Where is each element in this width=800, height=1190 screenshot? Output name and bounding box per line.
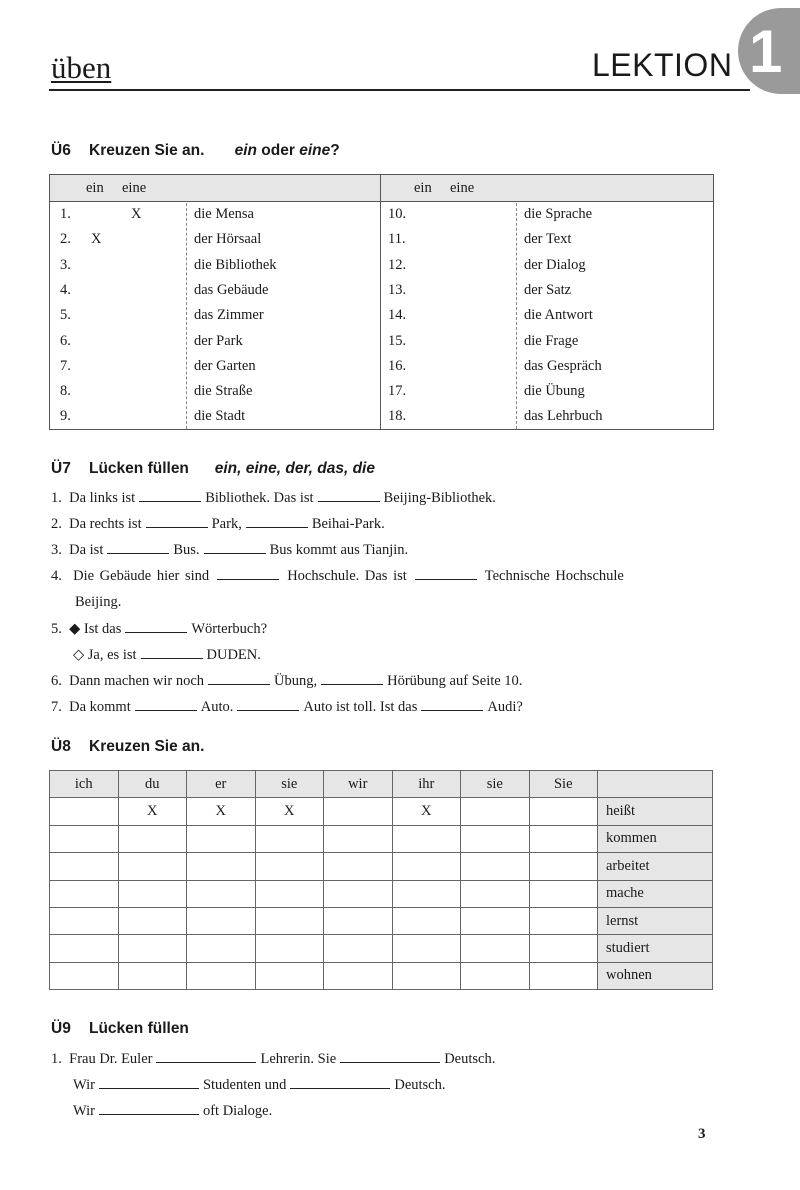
u6-row-number: 5.	[60, 307, 71, 324]
u9-line-2	[73, 1074, 445, 1096]
u8-check-cell[interactable]	[50, 935, 119, 962]
u8-check-cell[interactable]	[324, 825, 393, 852]
u6-row	[50, 329, 380, 354]
u7-line-4-continued: Beijing.	[75, 594, 122, 610]
u9-text: Wir	[73, 1103, 95, 1119]
u7-line-7	[51, 696, 523, 718]
u6-table-header	[50, 175, 713, 202]
u6-table	[49, 174, 714, 430]
u8-row	[50, 853, 713, 880]
u7-blank[interactable]	[318, 488, 380, 502]
u7-text: DUDEN.	[206, 647, 261, 663]
u7-text: Auto ist toll. Ist das	[303, 699, 418, 715]
u7-line-6	[51, 670, 522, 692]
u8-check-cell[interactable]	[461, 853, 530, 880]
u8-check-cell[interactable]	[324, 962, 393, 989]
u7-text: Bibliothek. Das ist	[205, 490, 314, 506]
u6-noun: der Park	[194, 332, 243, 349]
u6-row	[50, 202, 380, 227]
u7-text: Bus.	[173, 542, 200, 558]
u8-check-cell[interactable]	[461, 935, 530, 962]
u8-row	[50, 935, 713, 962]
u6-row-number: 2.	[60, 231, 71, 248]
u6-row	[50, 303, 380, 328]
u9-title: Lücken füllen	[89, 1020, 189, 1037]
u7-line-number: 7.	[51, 699, 62, 715]
u8-check-cell[interactable]	[392, 907, 461, 934]
u6-row	[50, 253, 380, 278]
u8-check-cell[interactable]	[324, 907, 393, 934]
u8-check-cell[interactable]	[255, 880, 324, 907]
u9-blank[interactable]	[290, 1075, 390, 1089]
u8-check-cell[interactable]	[118, 880, 187, 907]
u6-row	[50, 278, 380, 303]
u8-check-cell[interactable]	[118, 853, 187, 880]
u6-noun: der Hörsaal	[194, 231, 262, 248]
u6-heading	[51, 142, 340, 160]
lesson-label: LEKTION	[592, 47, 733, 83]
u6-noun: die Bibliothek	[194, 256, 277, 273]
u6-row-number: 1.	[60, 206, 71, 222]
u8-table	[49, 770, 713, 990]
u7-line-3	[51, 539, 408, 561]
u7-text: Auto.	[200, 699, 234, 715]
u7-blank[interactable]	[246, 514, 308, 528]
u7-text: Bus kommt aus Tianjin.	[269, 542, 409, 558]
u6-hint-mid: oder	[257, 142, 300, 159]
u6-row-number: 12.	[388, 256, 407, 273]
u8-check-cell[interactable]: X	[255, 798, 324, 825]
u7-text: Hörübung auf Seite 10.	[387, 673, 523, 689]
u9-blank[interactable]	[340, 1049, 440, 1063]
speaker-b-diamond-outline-icon: ◇	[73, 647, 85, 663]
u6-row	[381, 379, 714, 404]
u8-check-cell[interactable]	[255, 907, 324, 934]
u6-row-number: 6.	[60, 332, 71, 349]
u9-line-number: 1.	[51, 1051, 62, 1067]
u8-row	[50, 907, 713, 934]
u8-pronoun-header: ihr	[392, 771, 461, 798]
u8-check-cell[interactable]	[118, 825, 187, 852]
u6-row	[381, 354, 714, 379]
u8-check-cell[interactable]	[255, 853, 324, 880]
u8-pronoun-header: Sie	[529, 771, 598, 798]
u9-line-3	[73, 1100, 272, 1122]
u6-noun: die Antwort	[524, 307, 593, 324]
u8-check-cell[interactable]	[529, 907, 598, 934]
u6-row-number: 15.	[388, 332, 407, 349]
u9-heading	[51, 1020, 189, 1038]
u6-row	[381, 404, 714, 429]
u8-check-cell[interactable]	[50, 853, 119, 880]
u8-verb: kommen	[598, 825, 713, 852]
u8-check-cell[interactable]	[50, 825, 119, 852]
u8-check-cell[interactable]	[255, 825, 324, 852]
u7-text: Ist das	[83, 621, 122, 637]
u7-line-4	[51, 565, 624, 587]
u6-noun: der Text	[524, 231, 572, 248]
u6-noun: der Satz	[524, 281, 572, 298]
u6-row-number: 18.	[388, 408, 407, 425]
u6-row-number: 13.	[388, 281, 407, 298]
u8-check-cell[interactable]	[529, 880, 598, 907]
u7-text: Beihai-Park.	[311, 516, 385, 532]
u8-check-cell[interactable]	[392, 880, 461, 907]
u7-text: Dann machen wir noch	[69, 673, 205, 689]
u8-check-cell[interactable]	[187, 880, 256, 907]
u8-check-cell[interactable]: X	[392, 798, 461, 825]
u9-text: Deutsch.	[444, 1051, 496, 1067]
u6-noun: der Garten	[194, 357, 256, 374]
u7-blank[interactable]	[208, 671, 270, 685]
u7-text: Beijing-Bibliothek.	[383, 490, 496, 506]
u9-number: Ü9	[51, 1020, 71, 1037]
u7-text: Wörterbuch?	[191, 621, 268, 637]
u7-title: Lücken füllen	[89, 460, 189, 477]
u7-line-number: 2.	[51, 516, 62, 532]
u8-check-cell[interactable]	[392, 935, 461, 962]
u8-pronoun-header: du	[118, 771, 187, 798]
u8-verb: lernst	[598, 907, 713, 934]
u8-check-cell[interactable]	[50, 798, 119, 825]
u8-check-cell[interactable]	[187, 853, 256, 880]
u6-noun: die Mensa	[194, 206, 254, 222]
u6-col-eine-right: eine	[450, 180, 475, 196]
page-number: 3	[698, 1126, 706, 1142]
u6-row	[50, 379, 380, 404]
u9-text: Lehrerin. Sie	[260, 1051, 337, 1067]
u7-blank[interactable]	[217, 566, 279, 580]
u8-check-cell[interactable]	[529, 962, 598, 989]
u7-text: Übung,	[274, 673, 318, 689]
u8-verb: mache	[598, 880, 713, 907]
u8-row	[50, 798, 713, 825]
u7-text: Park,	[211, 516, 242, 532]
u8-verb-header	[598, 771, 713, 798]
u8-check-cell[interactable]: X	[118, 798, 187, 825]
u7-text: Da ist	[69, 542, 104, 558]
u7-text: Die Gebäude hier sind	[73, 568, 210, 584]
u7-number: Ü7	[51, 460, 71, 477]
u6-row	[381, 202, 714, 227]
u7-blank[interactable]	[421, 697, 483, 711]
u8-pronoun-header: ich	[50, 771, 119, 798]
u7-text: Da kommt	[69, 699, 131, 715]
u7-blank[interactable]	[237, 697, 299, 711]
u8-check-cell[interactable]	[461, 907, 530, 934]
u8-check-cell[interactable]	[50, 962, 119, 989]
u7-line-number: 4.	[51, 568, 62, 584]
u7-blank[interactable]	[415, 566, 477, 580]
u6-row-number: 4.	[60, 281, 71, 298]
u8-pronoun-header: wir	[324, 771, 393, 798]
u7-text: Da links ist	[69, 490, 136, 506]
u7-heading	[51, 460, 375, 478]
u6-row	[381, 278, 714, 303]
u6-row-number: 10.	[388, 206, 407, 222]
u6-row	[381, 329, 714, 354]
u7-hint: ein, eine, der, das, die	[214, 460, 375, 477]
u6-noun: das Gespräch	[524, 357, 602, 374]
u7-blank[interactable]	[141, 645, 203, 659]
u8-title: Kreuzen Sie an.	[89, 738, 205, 755]
u6-noun: der Dialog	[524, 256, 586, 273]
u7-text: Da rechts ist	[69, 516, 142, 532]
u6-mark-eine[interactable]: X	[131, 206, 142, 222]
u8-pronoun-header: sie	[461, 771, 530, 798]
u6-row	[50, 354, 380, 379]
u8-check-cell[interactable]	[324, 880, 393, 907]
u7-blank[interactable]	[204, 540, 266, 554]
u6-noun: die Übung	[524, 383, 585, 400]
u6-row	[381, 227, 714, 252]
u6-col-eine-left: eine	[122, 180, 147, 196]
u8-pronoun-header: sie	[255, 771, 324, 798]
u6-noun: die Frage	[524, 332, 579, 349]
u8-check-cell[interactable]	[392, 853, 461, 880]
u6-row-number: 8.	[60, 383, 71, 400]
u6-row-number: 17.	[388, 383, 407, 400]
u9-text: Deutsch.	[394, 1077, 446, 1093]
u7-line-5-reply	[73, 644, 261, 666]
u8-check-cell[interactable]	[324, 853, 393, 880]
lesson-number: 1	[749, 18, 783, 85]
u9-text: Studenten und	[202, 1077, 287, 1093]
u8-check-cell[interactable]	[118, 962, 187, 989]
u8-check-cell[interactable]	[529, 935, 598, 962]
u7-line-5	[51, 618, 267, 640]
u6-noun: die Stadt	[194, 408, 246, 425]
u6-hint-end: ?	[330, 142, 340, 159]
u8-pronoun-header: er	[187, 771, 256, 798]
u9-blank[interactable]	[156, 1049, 256, 1063]
u7-text: Hochschule. Das ist	[287, 568, 407, 584]
u8-check-cell[interactable]	[255, 962, 324, 989]
u8-verb: wohnen	[598, 962, 713, 989]
u9-blank[interactable]	[99, 1075, 199, 1089]
u7-line-1	[51, 487, 496, 509]
u7-blank[interactable]	[146, 514, 208, 528]
u8-check-cell[interactable]	[529, 825, 598, 852]
u8-check-cell[interactable]	[187, 825, 256, 852]
u8-check-cell[interactable]	[118, 935, 187, 962]
u8-verb: heißt	[598, 798, 713, 825]
u7-text: Technische Hochschule	[484, 568, 624, 584]
u8-row	[50, 962, 713, 989]
u8-check-cell[interactable]	[461, 825, 530, 852]
u6-noun: das Zimmer	[194, 307, 264, 324]
u7-blank[interactable]	[139, 488, 201, 502]
u7-blank[interactable]	[321, 671, 383, 685]
u8-check-cell[interactable]	[392, 825, 461, 852]
u8-check-cell[interactable]	[461, 880, 530, 907]
u8-verb: arbeitet	[598, 853, 713, 880]
u6-noun: das Lehrbuch	[524, 408, 603, 425]
u8-check-cell[interactable]	[529, 798, 598, 825]
u8-header-row	[50, 771, 713, 798]
u7-line-number: 6.	[51, 673, 62, 689]
u6-noun: die Straße	[194, 383, 253, 400]
u6-row-number: 3.	[60, 256, 71, 273]
u8-check-cell[interactable]	[324, 798, 393, 825]
u9-blank[interactable]	[99, 1101, 199, 1115]
u6-number: Ü6	[51, 142, 71, 159]
u9-text: Frau Dr. Euler	[69, 1051, 153, 1067]
u7-line-number: 5.	[51, 621, 62, 637]
u6-row	[381, 253, 714, 278]
u9-line-1	[51, 1048, 495, 1070]
u8-check-cell[interactable]	[255, 935, 324, 962]
u6-noun: das Gebäude	[194, 281, 269, 298]
u8-row	[50, 880, 713, 907]
u8-check-cell[interactable]	[461, 798, 530, 825]
u8-check-cell[interactable]	[50, 880, 119, 907]
u8-check-cell[interactable]	[392, 962, 461, 989]
u8-check-cell[interactable]	[50, 907, 119, 934]
u8-check-cell[interactable]	[324, 935, 393, 962]
u6-hint-eine: eine	[299, 142, 331, 159]
u8-number: Ü8	[51, 738, 71, 755]
u6-noun: die Sprache	[524, 206, 593, 222]
u7-text: Ja, es ist	[87, 647, 137, 663]
u7-text: Audi?	[487, 699, 523, 715]
u6-mark-ein[interactable]: X	[91, 231, 102, 248]
speaker-a-diamond-icon: ◆	[69, 621, 81, 637]
u6-hint-ein: ein	[234, 142, 257, 159]
u6-row-number: 14.	[388, 307, 407, 324]
u6-col-ein-left: ein	[86, 180, 104, 196]
u6-row	[50, 227, 380, 252]
u7-blank[interactable]	[125, 619, 187, 633]
u6-row	[381, 303, 714, 328]
u8-check-cell[interactable]	[187, 962, 256, 989]
u7-line-2	[51, 513, 385, 535]
u6-row-number: 9.	[60, 408, 71, 425]
u7-line-number: 1.	[51, 490, 62, 506]
u8-row	[50, 825, 713, 852]
u8-check-cell[interactable]	[529, 853, 598, 880]
u8-check-cell[interactable]	[187, 907, 256, 934]
u6-row-number: 16.	[388, 357, 407, 374]
u9-text: Wir	[73, 1077, 95, 1093]
u8-check-cell[interactable]	[187, 935, 256, 962]
u6-row-number: 11.	[388, 231, 406, 248]
u8-check-cell[interactable]	[461, 962, 530, 989]
u7-blank[interactable]	[135, 697, 197, 711]
u8-verb: studiert	[598, 935, 713, 962]
u6-row-number: 7.	[60, 357, 71, 374]
u8-check-cell[interactable]: X	[187, 798, 256, 825]
u6-col-ein-right: ein	[414, 180, 432, 196]
u6-row	[50, 404, 380, 429]
u7-blank[interactable]	[107, 540, 169, 554]
u7-line-number: 3.	[51, 542, 62, 558]
u8-check-cell[interactable]	[118, 907, 187, 934]
page-section-title: üben	[51, 50, 112, 85]
u6-title: Kreuzen Sie an.	[89, 142, 205, 159]
u8-heading	[51, 738, 204, 756]
header-rule	[49, 89, 750, 91]
u9-text: oft Dialoge.	[202, 1103, 273, 1119]
